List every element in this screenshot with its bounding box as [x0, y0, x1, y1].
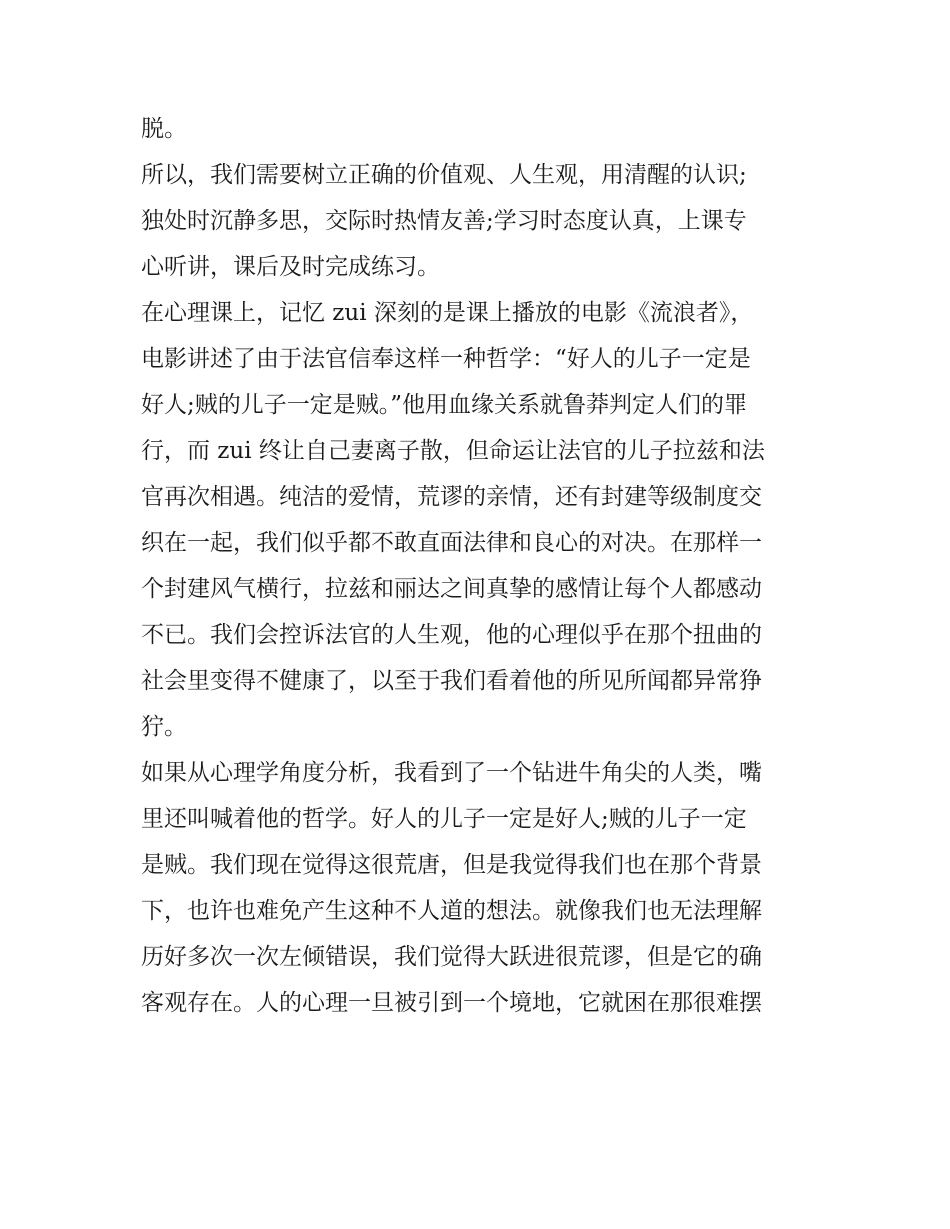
- body-text: [141, 106, 821, 1026]
- text-line: 历好多次一次左倾错误，我们觉得大跃进很荒谬，但是它的确: [141, 944, 762, 970]
- text-line: 在心理课上，记忆 zui 深刻的是课上播放的电影《流浪者》，: [141, 300, 754, 326]
- text-line: 不已。我们会控诉法官的人生观，他的心理似乎在那个扭曲的: [141, 622, 762, 648]
- text-line: 织在一起，我们似乎都不敢直面法律和良心的对决。在那样一: [141, 530, 762, 556]
- text-line: 好人;贼的儿子一定是贼。”他用血缘关系就鲁莽判定人们的罪: [141, 392, 748, 418]
- text-line: 社会里变得不健康了，以至于我们看着他的所见所闻都异常狰: [141, 668, 762, 694]
- text-line: 行，而 zui 终让自己妻离子散，但命运让法官的儿子拉兹和法: [141, 438, 765, 464]
- text-line: 脱。: [141, 116, 187, 142]
- text-line: 电影讲述了由于法官信奉这样一种哲学：“好人的儿子一定是: [141, 346, 751, 372]
- text-line: 里还叫喊着他的哲学。好人的儿子一定是好人;贼的儿子一定: [141, 806, 747, 832]
- text-line: 个封建风气横行，拉兹和丽达之间真挚的感情让每个人都感动: [141, 576, 762, 602]
- text-line: 如果从心理学角度分析，我看到了一个钻进牛角尖的人类，嘴: [141, 760, 762, 786]
- text-line: 客观存在。人的心理一旦被引到一个境地，它就困在那很难摆: [141, 990, 762, 1016]
- text-line: 狞。: [141, 714, 187, 740]
- text-line: 下，也许也难免产生这种不人道的想法。就像我们也无法理解: [141, 898, 762, 924]
- text-line: 所以，我们需要树立正确的价值观、人生观，用清醒的认识;: [141, 162, 747, 188]
- text-line: 是贼。我们现在觉得这很荒唐，但是我觉得我们也在那个背景: [141, 852, 762, 878]
- text-line: 官再次相遇。纯洁的爱情，荒谬的亲情，还有封建等级制度交: [141, 484, 762, 510]
- text-line: 心听讲，课后及时完成练习。: [141, 254, 440, 280]
- text-line: 独处时沉静多思，交际时热情友善;学习时态度认真，上课专: [141, 208, 747, 234]
